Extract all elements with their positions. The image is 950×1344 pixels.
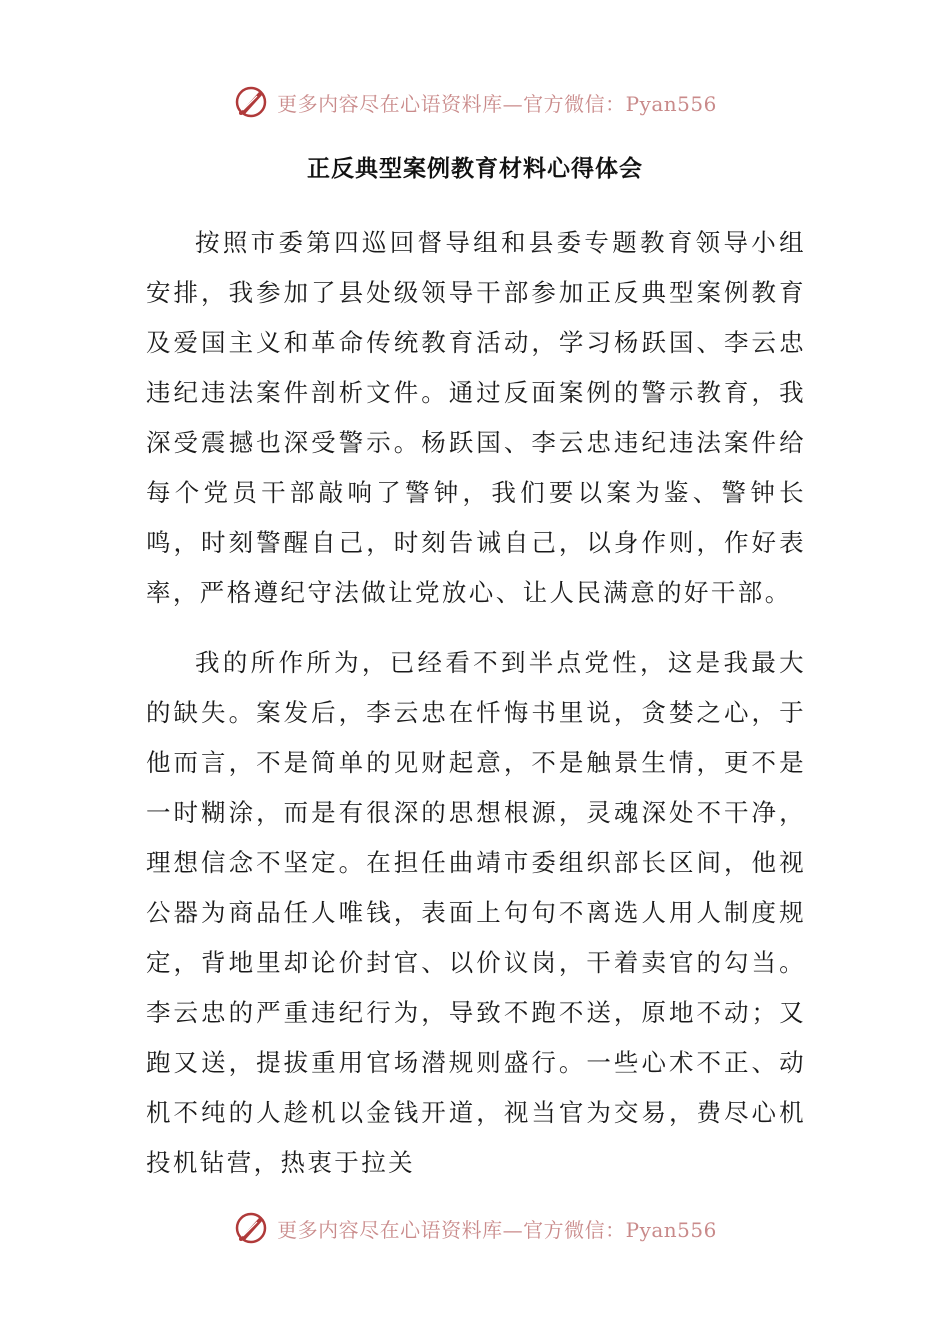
header-banner (0, 84, 950, 120)
banner-text: 更多内容尽在心语资料库—官方微信：Pyan556 (277, 91, 717, 116)
footer-banner (0, 1210, 950, 1246)
paragraph-text: 按照市委第四巡回督导组和县委专题教育领导小组安排，我参加了县处级领导干部参加正反典型案例教育及爱国主义和革命传统教育活动，学习杨跃国、李云忠违纪违法案件剖析文件。通过反面案例的警示教育，我深受震撼也深受警示。杨跃国、李云忠违纪违法案件给每个党员干部敲响了警钟，我们要以案为鉴、警钟长鸣，时刻警醒自己，时刻告诫自己，以身作则，作好表率，严格遵纪守法做让党放心、让人民满意的好干部。 (146, 228, 806, 607)
paragraph-text: 我的所作所为，已经看不到半点党性，这是我最大的缺失。案发后，李云忠在忏悔书里说，贪婪之心，于他而言，不是简单的见财起意，不是触景生情，更不是一时糊涂，而是有很深的思想根源，灵魂深处不干净，理想信念不坚定。在担任曲靖市委组织部长区间，他视公器为商品任人唯钱，表面上句句不离选人用人制度规定，背地里却论价封官、以价议岗，干着卖官的勾当。李云忠的严重违纪行为，导致不跑不送，原地不动；又跑又送，提拔重用官场潜规则盛行。一些心术不正、动机不纯的人趁机以金钱开道，视当官为交易，费尽心机投机钻营，热衷于拉关 (146, 648, 806, 1177)
paragraph-2 (146, 638, 806, 1188)
document-title: 正反典型案例教育材料心得体会 (307, 156, 643, 182)
paragraph-1 (146, 218, 806, 618)
quill-pen-logo-icon (233, 1210, 269, 1246)
banner-text: 更多内容尽在心语资料库—官方微信：Pyan556 (277, 1217, 717, 1242)
quill-pen-logo-icon (233, 84, 269, 120)
